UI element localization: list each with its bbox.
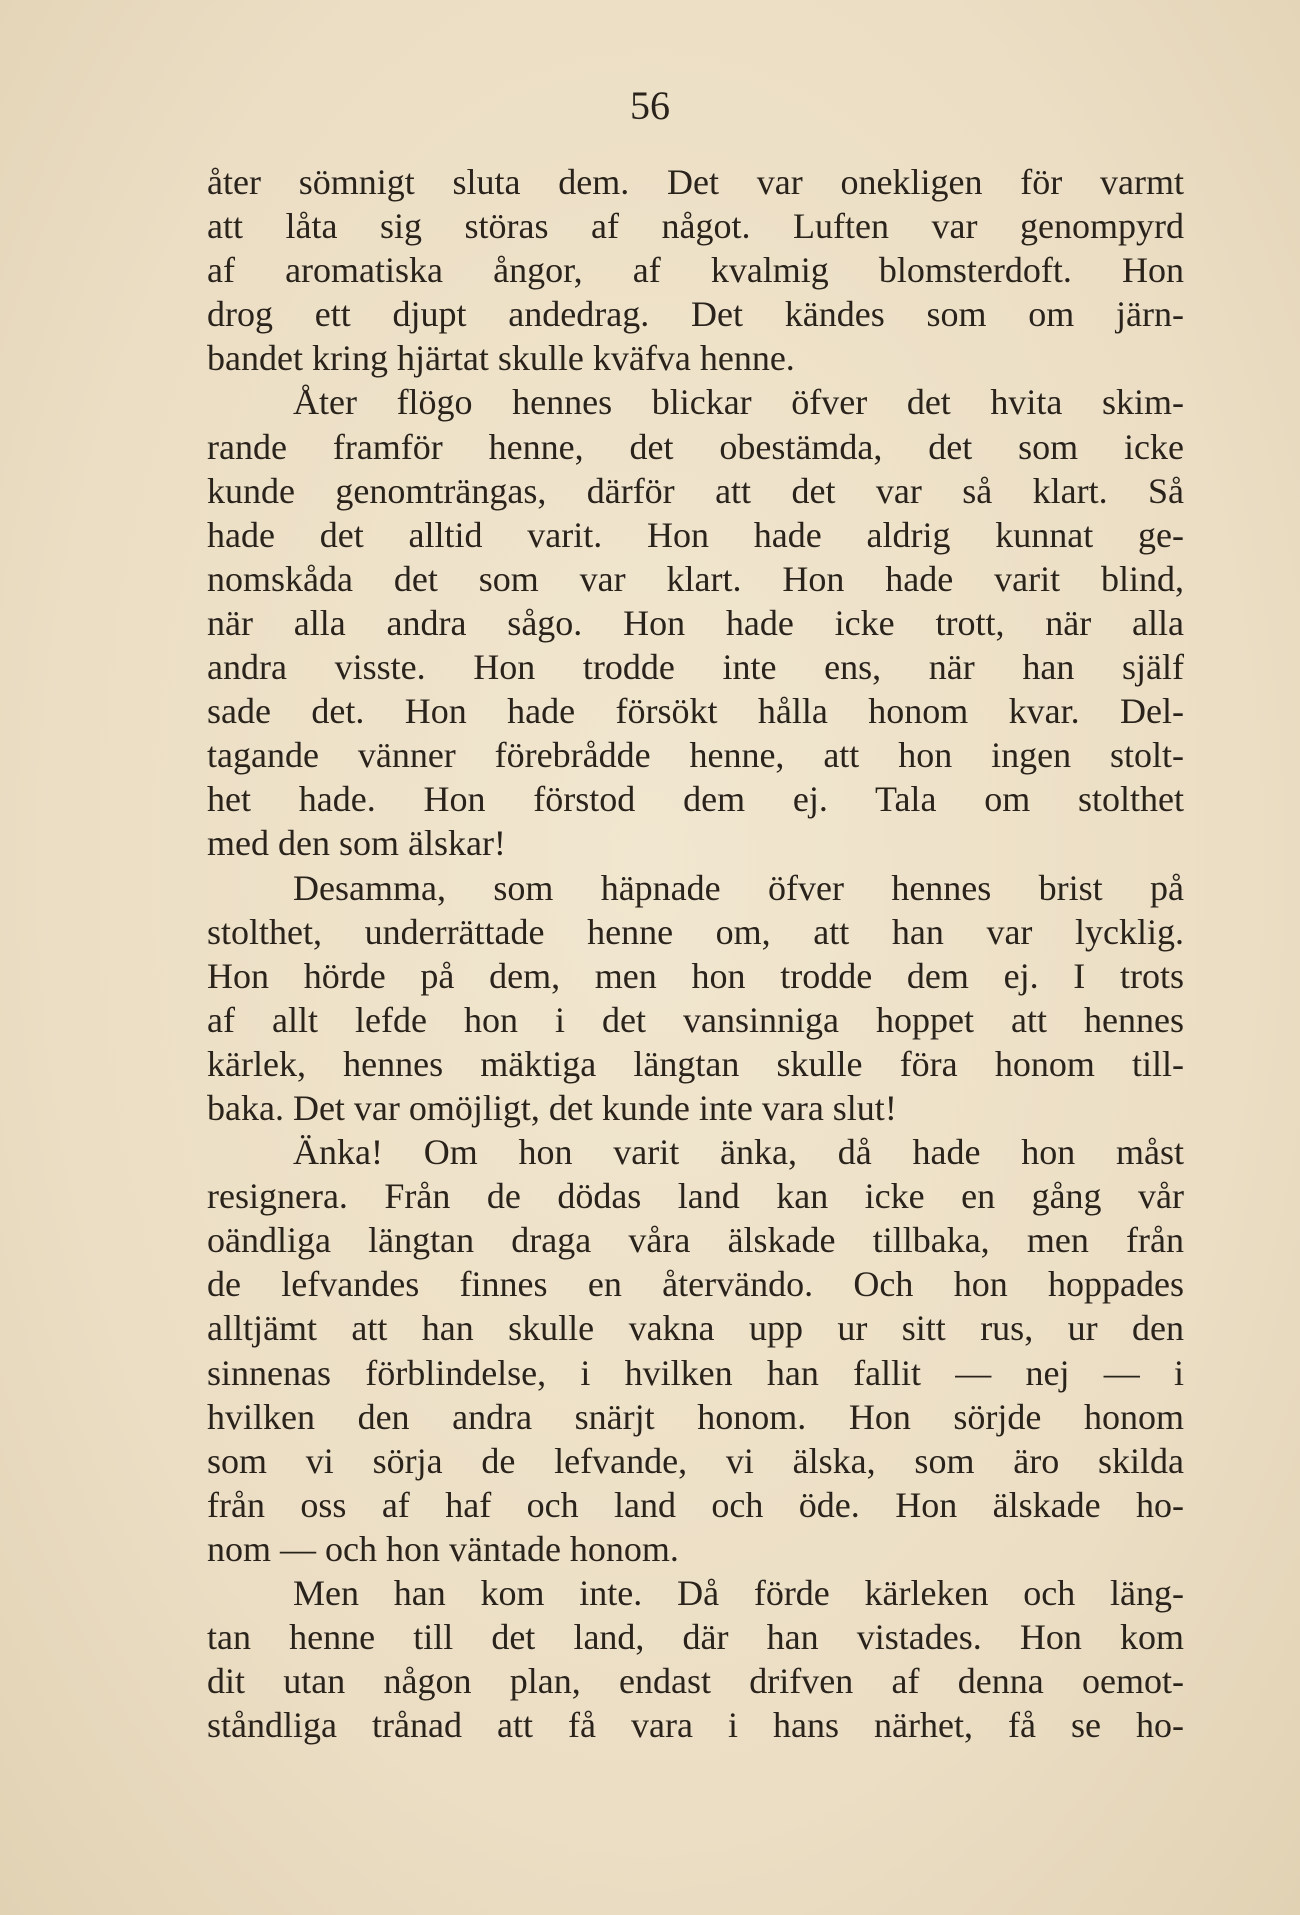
text-line: dit utan någon plan, endast drifven af denna oemot- bbox=[207, 1661, 1184, 1702]
text-line: baka. Det var omöjligt, det kunde inte vara slut! bbox=[207, 1087, 897, 1128]
text-line: Hon hörde på dem, men hon trodde dem ej. I trots bbox=[207, 955, 1184, 996]
text-line: alltjämt att han skulle vakna upp ur sitt rus, ur den bbox=[207, 1308, 1184, 1349]
text-line: stolthet, underrättade henne om, att han var lycklig. bbox=[207, 911, 1184, 952]
text-line: åter sömnigt sluta dem. Det var onekligen för varmt bbox=[207, 162, 1184, 202]
text-line: de lefvandes finnes en återvändo. Och hon hoppades bbox=[207, 1264, 1184, 1305]
text-line: rande framför henne, det obestämda, det som icke bbox=[207, 426, 1184, 467]
text-line: Men han kom inte. Då förde kärleken och läng- bbox=[293, 1573, 1184, 1613]
text-line: kunde genomträngas, därför att det var så klart. Så bbox=[207, 470, 1184, 511]
text-line: Desamma, som häpnade öfver hennes brist på bbox=[293, 867, 1184, 908]
text-line: drog ett djupt andedrag. Det kändes som om järn- bbox=[207, 294, 1184, 335]
text-line: sinnenas förblindelse, i hvilken han fallit — nej — i bbox=[207, 1352, 1184, 1393]
text-line: af aromatiska ångor, af kvalmig blomsterdoft. Hon bbox=[207, 250, 1184, 291]
text-line: ståndliga trånad att få vara i hans närhet, få se ho- bbox=[207, 1705, 1184, 1746]
text-line: tan henne till det land, där han vistades. Hon kom bbox=[207, 1617, 1184, 1658]
text-line: som vi sörja de lefvande, vi älska, som äro skilda bbox=[207, 1440, 1184, 1481]
text-line: oändliga längtan draga våra älskade tillbaka, men från bbox=[207, 1220, 1184, 1261]
text-line: kärlek, hennes mäktiga längtan skulle föra honom till- bbox=[207, 1043, 1184, 1084]
body-text bbox=[207, 160, 1184, 1747]
text-line: resignera. Från de dödas land kan icke en gång vår bbox=[207, 1176, 1184, 1217]
text-line: hvilken den andra snärjt honom. Hon sörjde honom bbox=[207, 1396, 1184, 1437]
text-line: hade det alltid varit. Hon hade aldrig kunnat ge- bbox=[207, 514, 1184, 555]
text-line: andra visste. Hon trodde inte ens, när han själf bbox=[207, 647, 1184, 688]
text-line: Änka! Om hon varit änka, då hade hon måst bbox=[293, 1132, 1184, 1173]
text-line: nom — och hon väntade honom. bbox=[207, 1528, 679, 1569]
text-line: af allt lefde hon i det vansinniga hoppet att hennes bbox=[207, 999, 1184, 1040]
text-line: nomskåda det som var klart. Hon hade varit blind, bbox=[207, 558, 1184, 599]
text-line: tagande vänner förebrådde henne, att hon ingen stolt- bbox=[207, 735, 1184, 776]
text-line: från oss af haf och land och öde. Hon älskade ho- bbox=[207, 1484, 1184, 1525]
text-line: het hade. Hon förstod dem ej. Tala om stolthet bbox=[207, 779, 1184, 820]
text-line: att låta sig störas af något. Luften var genompyrd bbox=[207, 206, 1184, 247]
page-number: 56 bbox=[630, 83, 670, 128]
text-line: Åter flögo hennes blickar öfver det hvita skim- bbox=[293, 382, 1184, 423]
text-line: sade det. Hon hade försökt hålla honom kvar. Del- bbox=[207, 691, 1184, 732]
text-line: bandet kring hjärtat skulle kväfva henne. bbox=[207, 338, 795, 379]
text-line: när alla andra sågo. Hon hade icke trott, när alla bbox=[207, 602, 1184, 643]
text-line: med den som älskar! bbox=[207, 823, 506, 864]
